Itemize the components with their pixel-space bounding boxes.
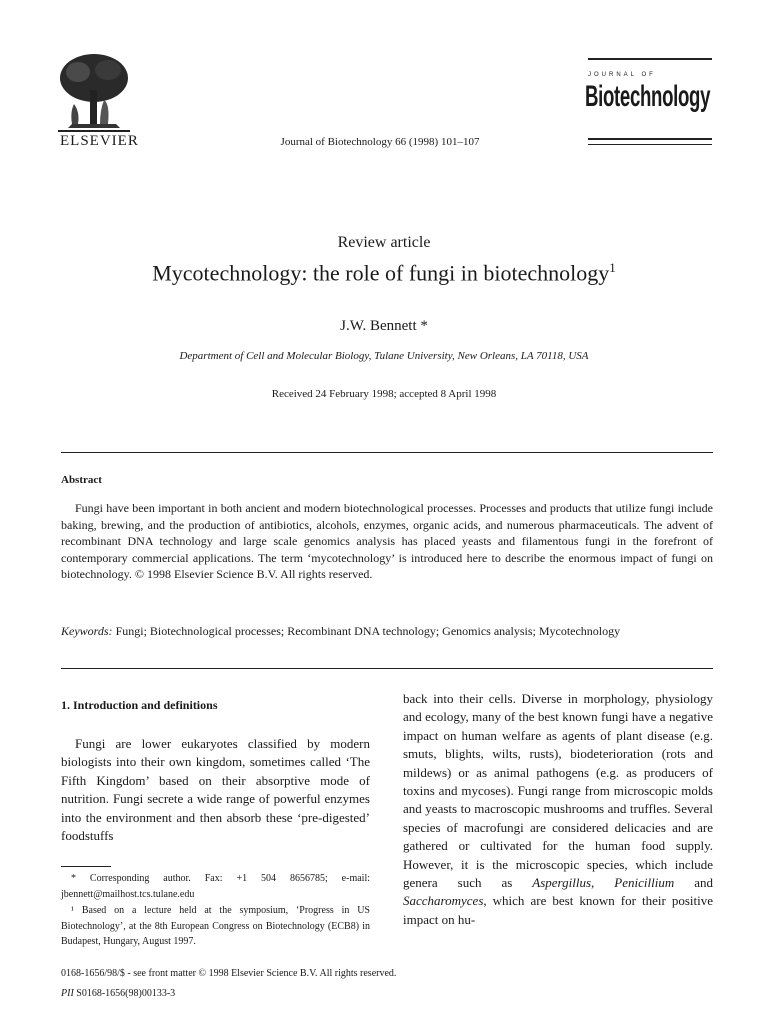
received-dates: Received 24 February 1998; accepted 8 April 1998 (271, 388, 497, 400)
pii-label: PII (61, 988, 74, 999)
abstract-text: Fungi have been important in both ancient and modern biotechnological processes. Processes and products that utilize fungi include baking, brewing, and the production of antibiotics, alcohols, enzymes, organic acids, and numerous pharmaceuticals. The advent of recombinant DNA technology and large scale genomics analysis has placed yeasts and filamentous fungi in the forefront of contemporary commercial applications. The term ‘mycotechnology’ is introduced here to describe the enormous impact of fungi on biotechnology. © 1998 Elsevier Science B.V. All rights reserved. (61, 501, 713, 581)
copyright-line: 0168-1656/98/$ - see front matter © 1998 Elsevier Science B.V. All rights reserved. (61, 968, 397, 979)
author-name: J.W. Bennett * (340, 318, 428, 334)
pii-value: S0168-1656(98)00133-3 (73, 988, 176, 999)
genus-name: Aspergillus (532, 875, 592, 891)
divider (61, 668, 713, 669)
journal-citation: Journal of Biotechnology 66 (1998) 101–107 (280, 136, 480, 148)
journal-rule (588, 58, 712, 60)
article-title (0, 260, 768, 286)
publisher-name: ELSEVIER (60, 133, 139, 149)
separator: , (591, 875, 615, 891)
keywords (61, 624, 713, 639)
genus-name: Penicillium (614, 875, 675, 891)
journal-of-label: JOURNAL OF (588, 72, 656, 78)
title-footnote-marker: 1 (609, 260, 616, 275)
journal-rule (588, 144, 712, 145)
author-affiliation: Department of Cell and Molecular Biology, Tulane University, New Orleans, LA 70118, USA (179, 350, 589, 362)
right-column-text-part: back into their cells. Diverse in morphology, physiology and ecology, many of the best known fungi have a negative impact on human welfare as agents of plant disease (e.g. smuts, blights, wilts, rusts), biodeterioration (rots and mildews) or as animal pathogens (e.g. as producers of toxins and mycoses). Fungi range from microscopic molds and yeasts to macroscopic mushrooms and truffles. Several species of macrofungi are considered delicacies and are gathered or cultivated for the human food supply. However, it is the microscopic species, which include genera such as (403, 691, 713, 891)
journal-rule (588, 138, 712, 140)
left-column-text: Fungi are lower eukaryotes classified by modern biologists into their own kingdom, sometimes called ‘The Fifth Kingdom’ based on their absorptive mode of nutrition. Fungi secrete a wide range of powerful enzymes into the environment and then absorb these ‘pre-digested’ foodstuffs (61, 736, 370, 844)
right-column-text-part: , which are best known for their positive impact on hu- (403, 893, 713, 927)
elsevier-tree-logo (58, 52, 130, 132)
footnote-corresponding-author: * Corresponding author. Fax: +1 504 8656785; e-mail: jbennett@mailhost.tcs.tulane.edu (61, 873, 370, 900)
keywords-list: Fungi; Biotechnological processes; Recombinant DNA technology; Genomics analysis; Mycotechnology (115, 624, 621, 638)
divider (61, 452, 713, 453)
footnote-lecture: ¹ Based on a lecture held at the symposium, ‘Progress in US Biotechnology’, at the 8th European Congress on Biotechnology (ECB8) in Budapest, Hungary, August 1997. (61, 905, 370, 947)
article-type: Review article (337, 234, 431, 251)
pii-line (61, 988, 175, 999)
right-column-text (403, 690, 713, 929)
section-heading: 1. Introduction and definitions (61, 698, 218, 712)
genus-name: Saccharomyces (403, 893, 484, 909)
keywords-label: Keywords: (61, 624, 113, 638)
abstract-heading: Abstract (61, 474, 102, 486)
article-title-text: Mycotechnology: the role of fungi in biotechnology (152, 260, 610, 286)
journal-logo-name: Biotechnology (585, 80, 711, 113)
separator: and (674, 875, 713, 891)
footnote-rule (61, 866, 111, 867)
